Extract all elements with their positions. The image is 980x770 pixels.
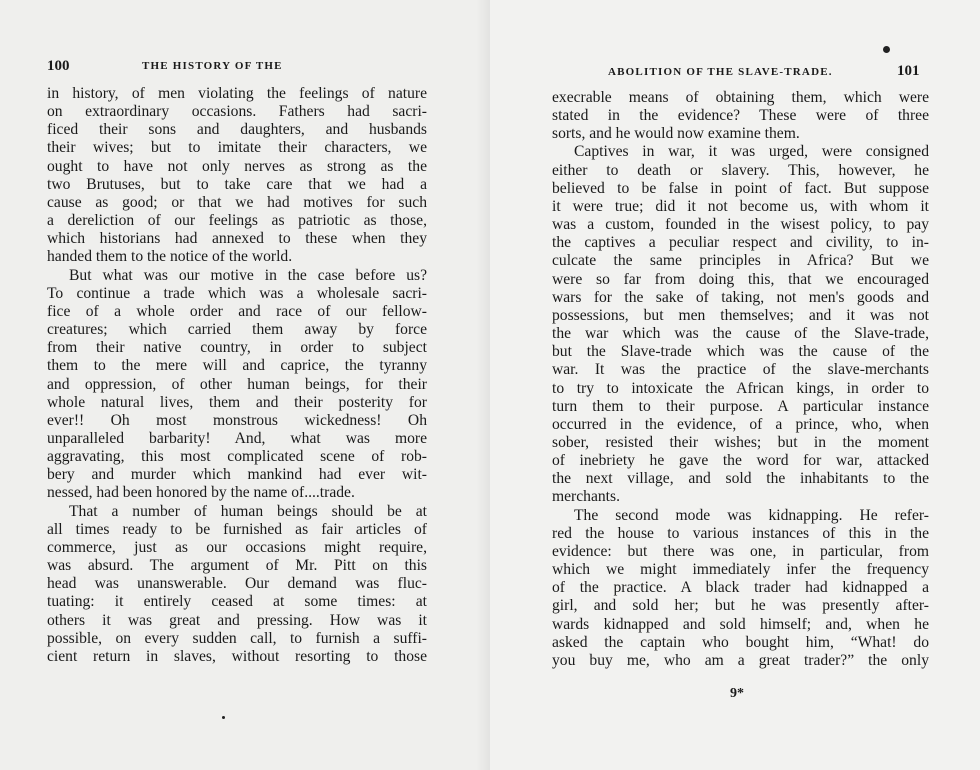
left-text-line: a dereliction of our feelings as patriotic as those, [47,212,427,230]
right-text-line: of the practice. A black trader had kidnapped a [552,579,929,597]
left-text-line: on extraordinary occasions. Fathers had sacri- [47,103,427,121]
left-text-line: was absurd. The argument of Mr. Pitt on this [47,557,427,575]
left-text-line: To continue a trade which was a wholesale sacri- [47,284,427,302]
right-text-line: to try to intoxicate the African kings, in order to [552,379,929,397]
left-text-line: creatures; which carried them away by force [47,321,427,339]
right-text-line: asked the captain who bought him, “What! do [552,633,929,651]
right-text-line: Captives in war, it was urged, were consigned [574,143,929,161]
left-running-head: THE HISTORY OF THE [142,60,283,72]
right-text-line: occurred in the evidence, of a prince, who, when [552,415,929,433]
right-text-line: believed to be false in point of fact. But suppose [552,179,929,197]
right-text-line: merchants. [552,488,620,506]
signature-mark: 9* [730,686,744,701]
right-text-line: sober, resisted their wishes; but in the moment [552,433,929,451]
ink-speck [222,716,225,719]
right-page-number: 101 [897,63,920,79]
left-text-line: possible, on every sudden call, to furnish a suffi- [47,629,427,647]
right-text-line: which we might immediately infer the frequency [552,561,929,579]
right-text-line: execrable means of obtaining them, which were [552,89,929,106]
left-text-line: whole natural lives, them and their posterity for [47,393,427,411]
right-text-line: were so far from doing this, that we encouraged [552,270,929,288]
left-text-line: two Brutuses, but to take care that we had a [47,175,427,193]
left-text-line: head was unanswerable. Our demand was fluc- [47,575,427,593]
right-running-head: ABOLITION OF THE SLAVE-TRADE. [608,66,833,78]
right-text-line: wars for the sake of taking, not men's goods and [552,288,929,306]
left-text-line: and oppression, of other human beings, for their [47,375,427,393]
right-text-line: wards kidnapped and sold himself; and, when he [552,615,929,633]
right-text-line: turn them to their purpose. A particular instance [552,397,929,415]
right-text-line: sorts, and he would now examine them. [552,125,800,143]
left-text-line: commerce, just as our occasions might require, [47,538,427,556]
left-text-line: unparalleled barbarity! And, what was more [47,429,427,447]
ink-speck [883,46,890,53]
right-page [490,0,980,770]
right-text-line: red the house to various instances of this in the [552,524,929,542]
left-text-line: fice of a whole order and race of our fellow- [47,302,427,320]
right-text-line: the war which was the cause of the Slave-trade, [552,325,929,343]
left-text-line: nessed, had been honored by the name of....trade. [47,484,355,502]
right-text-line: culcate the same principles in Africa? But we [552,252,929,270]
right-text-line: you buy me, who am a great trader?” the only [552,651,929,669]
left-text-line: ficed their sons and daughters, and husbands [47,121,427,139]
left-text-line: But what was our motive in the case before us? [69,266,427,284]
left-text-line: tuating: it entirely ceased at some times: at [47,593,427,611]
left-text-line: bery and murder which mankind had ever wit- [47,466,427,484]
left-text-column [47,85,427,666]
right-text-line: but the Slave-trade which was the cause of the [552,343,929,361]
right-text-column [552,89,929,670]
right-text-line: evidence: but there was one, in particular, from [552,542,929,560]
left-text-line: That a number of human beings should be at [69,502,427,520]
right-text-line: of inebriety he gave the word for war, attacked [552,452,929,470]
right-text-line: it were true; did it not become us, with whom it [552,197,929,215]
left-text-line: all times ready to be furnished as fair articles of [47,520,427,538]
left-text-line: ought to have not only nerves as strong as the [47,157,427,175]
left-text-line: handed them to the notice of the world. [47,248,293,266]
left-text-line: their wives; but to imitate their characters, we [47,139,427,157]
left-text-line: cient return in slaves, without resorting to those [47,647,427,665]
left-page-number: 100 [47,58,70,74]
right-text-line: possessions, but men themselves; and it was not [552,306,929,324]
left-text-line: from their native country, in order to subject [47,339,427,357]
left-text-line: cause as good; or that we had motives for such [47,193,427,211]
right-text-line: the captives a peculiar respect and civility, to in- [552,234,929,252]
right-text-line: either to death or slavery. This, however, he [552,161,929,179]
right-text-line: the next village, and sold the inhabitants to the [552,470,929,488]
left-text-line: aggravating, this most complicated scene of rob- [47,448,427,466]
right-text-line: stated in the evidence? These were of three [552,107,929,125]
left-text-line: them to the mere will and caprice, the tyranny [47,357,427,375]
left-text-line: which historians had annexed to these when they [47,230,427,248]
left-text-line: others it was great and pressing. How was it [47,611,427,629]
left-text-line: ever!! Oh most monstrous wickedness! Oh [47,411,427,429]
right-text-line: girl, and sold her; but he was presently after- [552,597,929,615]
right-text-line: The second mode was kidnapping. He refer- [574,506,929,524]
right-text-line: war. It was the practice of the slave-merchants [552,361,929,379]
left-text-line: in history, of men violating the feelings of nature [47,85,427,102]
right-text-line: was a custom, founded in the wisest policy, to pay [552,216,929,234]
